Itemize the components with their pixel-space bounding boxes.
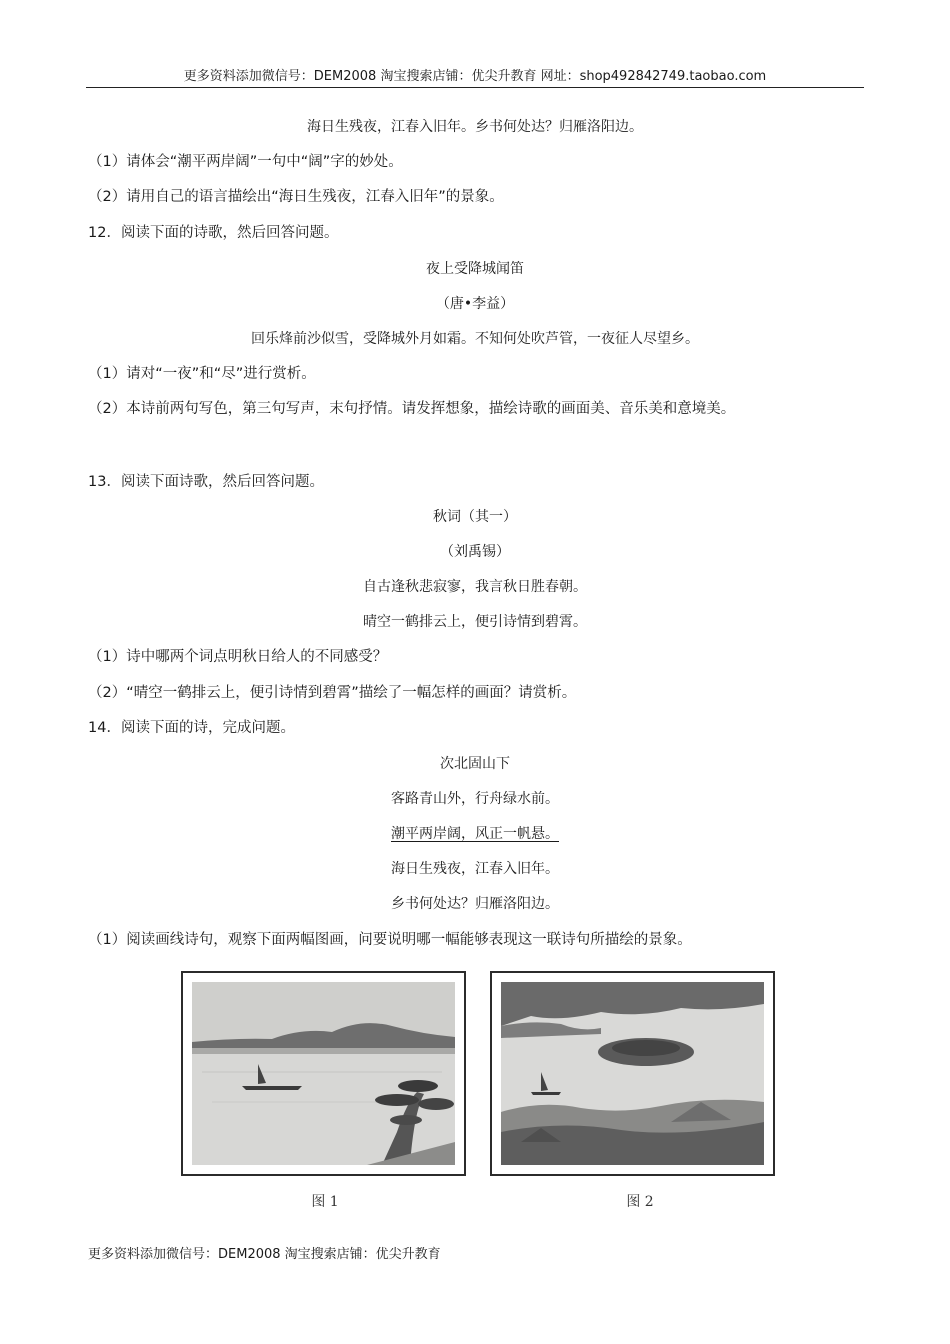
poem-line: 海日生残夜，江春入旧年。乡书何处达？归雁洛阳边。: [307, 119, 643, 135]
poem-title: 夜上受降城闻笛: [426, 261, 524, 277]
question-text: （2）请用自己的语言描绘出“海日生残夜，江春入旧年”的景象。: [88, 189, 504, 205]
page-footer: 更多资料添加微信号：DEM2008 淘宝搜索店铺：优尖升教育: [88, 1247, 441, 1262]
figure-1-painting: [181, 971, 466, 1176]
poem-title: 次北固山下: [440, 756, 510, 772]
figure-1-caption: 图 1: [311, 1194, 339, 1210]
question-text: （1）请体会“潮平两岸阔”一句中“阔”字的妙处。: [88, 154, 403, 170]
poem-line: 乡书何处达？归雁洛阳边。: [391, 896, 559, 912]
poem-line: 海日生残夜，江春入旧年。: [391, 861, 559, 877]
question-heading: 13．阅读下面诗歌，然后回答问题。: [88, 474, 324, 490]
poem-line: 晴空一鹤排云上，便引诗情到碧霄。: [363, 614, 587, 630]
question-text: （1）诗中哪两个词点明秋日给人的不同感受？: [88, 649, 388, 665]
header-rule: [86, 87, 864, 88]
poem-author: （刘禹锡）: [440, 544, 510, 560]
poem-line: 回乐烽前沙似雪，受降城外月如霜。不知何处吹芦管，一夜征人尽望乡。: [251, 331, 699, 347]
poem-line-underlined: [0, 823, 950, 845]
figure-2-illustration: [501, 982, 764, 1165]
poem-author: （唐•李益）: [435, 296, 515, 312]
question-heading: 14．阅读下面的诗，完成问题。: [88, 720, 295, 736]
figure-1-illustration: [192, 982, 455, 1165]
page-header: 更多资料添加微信号：DEM2008 淘宝搜索店铺：优尖升教育 网址：shop492842749.taobao.com: [183, 69, 767, 84]
question-text: （2）“晴空一鹤排云上，便引诗情到碧霄”描绘了一幅怎样的画面？请赏析。: [88, 685, 577, 701]
poem-line: 客路青山外，行舟绿水前。: [391, 791, 559, 807]
figure-2-painting: [490, 971, 775, 1176]
question-text: （1）请对“一夜”和“尽”进行赏析。: [88, 366, 316, 382]
figure-2-caption: 图 2: [626, 1194, 654, 1210]
poem-title: 秋词（其一）: [433, 509, 517, 525]
question-text: （2）本诗前两句写色，第三句写声，末句抒情。请发挥想象，描绘诗歌的画面美、音乐美和意境美。: [88, 401, 736, 417]
question-heading: 12．阅读下面的诗歌，然后回答问题。: [88, 225, 339, 241]
underlined-verse: 潮平两岸阔，风正一帆悬。: [391, 826, 559, 842]
poem-line: 自古逢秋悲寂寥，我言秋日胜春朝。: [363, 579, 587, 595]
question-text: （1）阅读画线诗句，观察下面两幅图画，问要说明哪一幅能够表现这一联诗句所描绘的景象。: [88, 932, 692, 948]
